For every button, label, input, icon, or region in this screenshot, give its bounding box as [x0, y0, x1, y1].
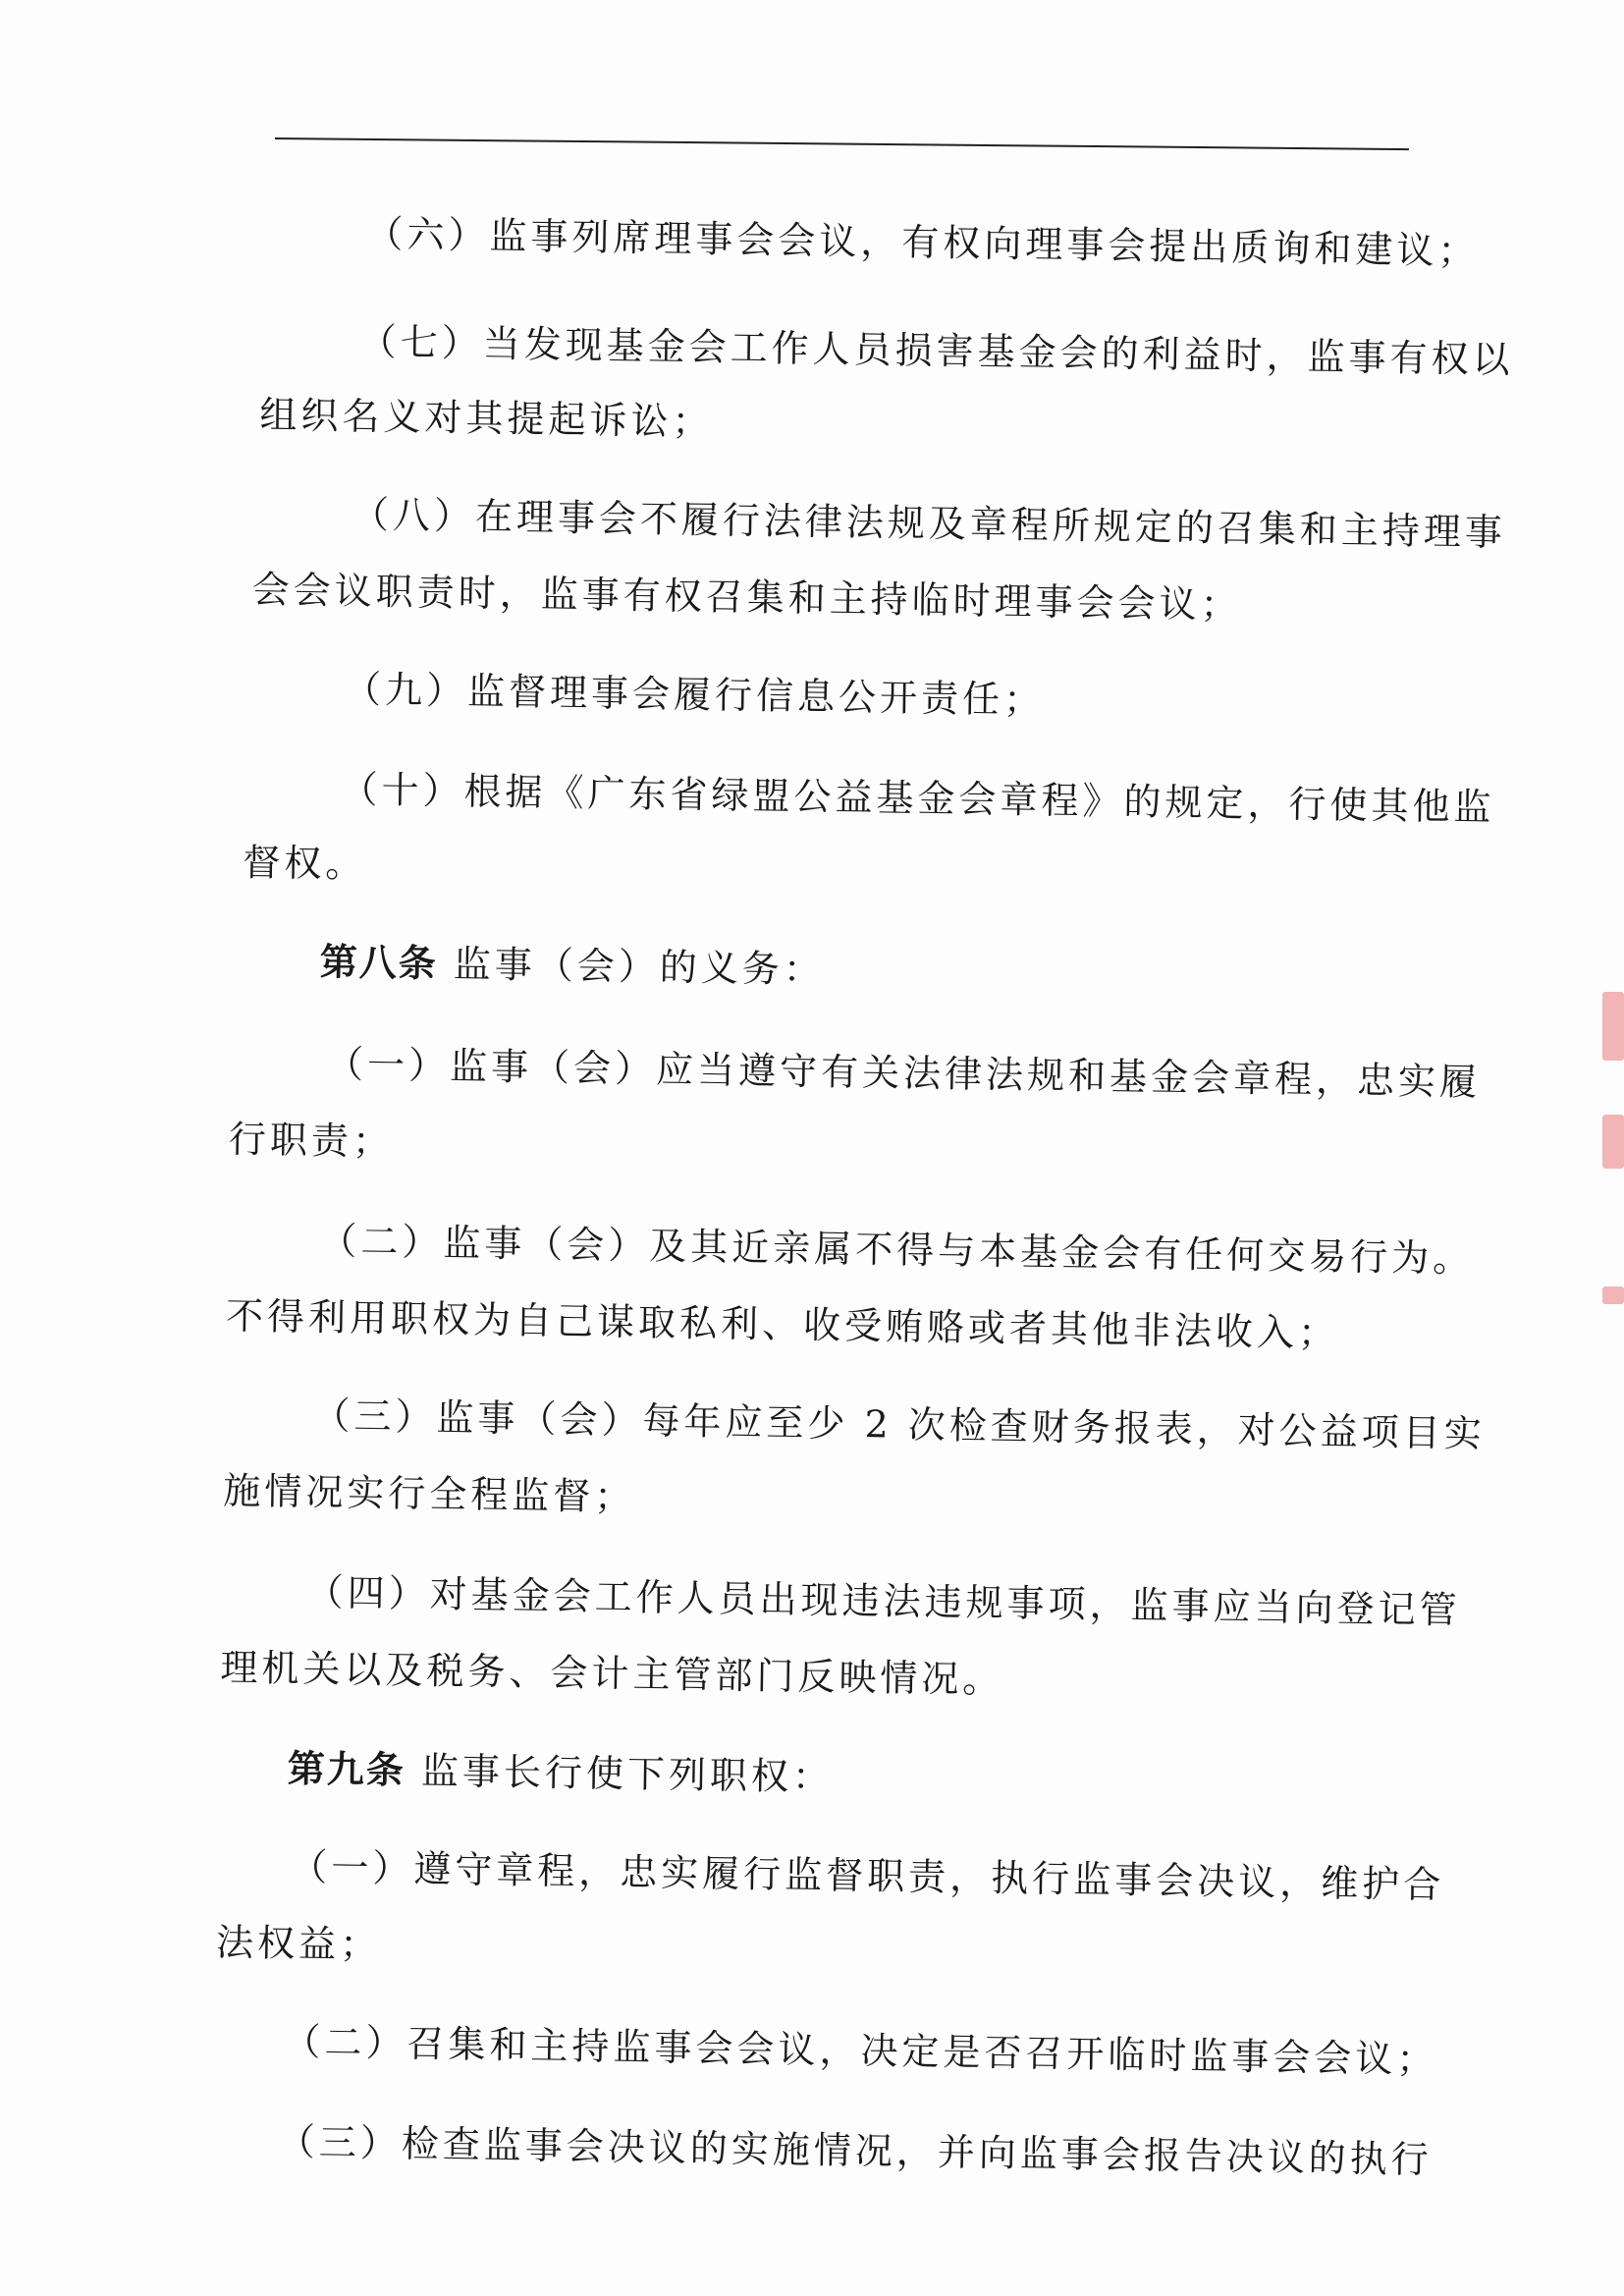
seal-fragment [1602, 992, 1624, 1061]
line-text: 督权。 [243, 841, 367, 887]
article-heading-line [231, 939, 825, 991]
paragraph-line [237, 568, 1242, 627]
article-label: 第九条 [287, 1746, 406, 1792]
paragraph-line [241, 318, 1514, 381]
paragraph-line [230, 1041, 1482, 1104]
line-text: （二）监事（会）及其近亲属不得与本基金会有任何交易行为。 [318, 1219, 1475, 1281]
line-text: 组织名义对其提起诉讼； [259, 393, 714, 444]
paragraph-line [224, 1393, 1486, 1455]
paragraph-line [217, 1844, 1445, 1907]
line-text: （一）遵守章程，忠实履行监督职责，执行监事会决议，维护合 [289, 1844, 1445, 1907]
line-text: 法权益； [215, 1920, 382, 1967]
seal-fragment [1602, 1286, 1624, 1304]
line-text: （四）对基金会工作人员出现违法违规事项，监事应当向登记管 [305, 1570, 1461, 1632]
line-text: 不得利用职权为自己谋取私利、收受贿赂或者其他非法收入； [225, 1293, 1340, 1355]
line-text: 监事（会）的义务： [453, 942, 826, 992]
line-text: 理机关以及税务、会计主管部门反映情况。 [220, 1645, 1004, 1702]
article-heading-line [219, 1746, 835, 1799]
line-text: 行职责； [228, 1117, 395, 1164]
paragraph-line [220, 1646, 1004, 1702]
paragraph-line [236, 666, 1046, 722]
line-text: 监事长行使下列职权： [420, 1749, 835, 1799]
paragraph-line [240, 393, 714, 444]
paragraph-line [234, 766, 1495, 829]
line-text: （十）根据《广东省绿盟公益基金会章程》的规定，行使其他监 [340, 767, 1495, 830]
line-text: （九）监督理事会履行信息公开责任； [343, 667, 1046, 722]
paragraph-line [213, 2119, 1434, 2182]
line-text: 施情况实行全程监督； [222, 1468, 636, 1519]
seal-fragment [1602, 1115, 1624, 1169]
paragraph-line [221, 1569, 1461, 1632]
header-rule [275, 137, 1409, 150]
paragraph-line [223, 1469, 636, 1519]
paragraph-line [229, 1118, 395, 1164]
line-text: （八）在理事会不履行法律法规及章程所规定的召集和主持理事 [351, 492, 1507, 555]
line-text: （六）监事列席理事会会议，有权向理事会提出质询和建议； [365, 211, 1480, 273]
article-label: 第八条 [319, 940, 439, 986]
line-text: （一）监事（会）应当遵守有关法律法规和基金会章程，忠实履 [325, 1042, 1482, 1104]
line-text: （三）检查监事会决议的实施情况，并向监事会报告决议的执行 [277, 2119, 1434, 2182]
line-text: （三）监事（会）每年应至少 2 次检查财务报表，对公益项目实 [312, 1394, 1487, 1456]
paragraph-line [214, 2019, 1438, 2082]
line-text: （七）当发现基金会工作人员损害基金会的利益时，监事有权以 [358, 319, 1514, 382]
line-text: 会会议职责时，监事有权召集和主持临时理事会会议； [251, 568, 1242, 628]
paragraph-line [227, 1218, 1475, 1281]
line-text: （二）召集和主持监事会会议，决定是否召开临时监事会会议； [283, 2019, 1438, 2082]
paragraph-line [239, 491, 1507, 554]
paragraph-line [216, 1921, 382, 1967]
document-body [215, 196, 1514, 2182]
paragraph-line [243, 210, 1480, 273]
paragraph-line [226, 1294, 1340, 1355]
paragraph-line [233, 841, 367, 886]
